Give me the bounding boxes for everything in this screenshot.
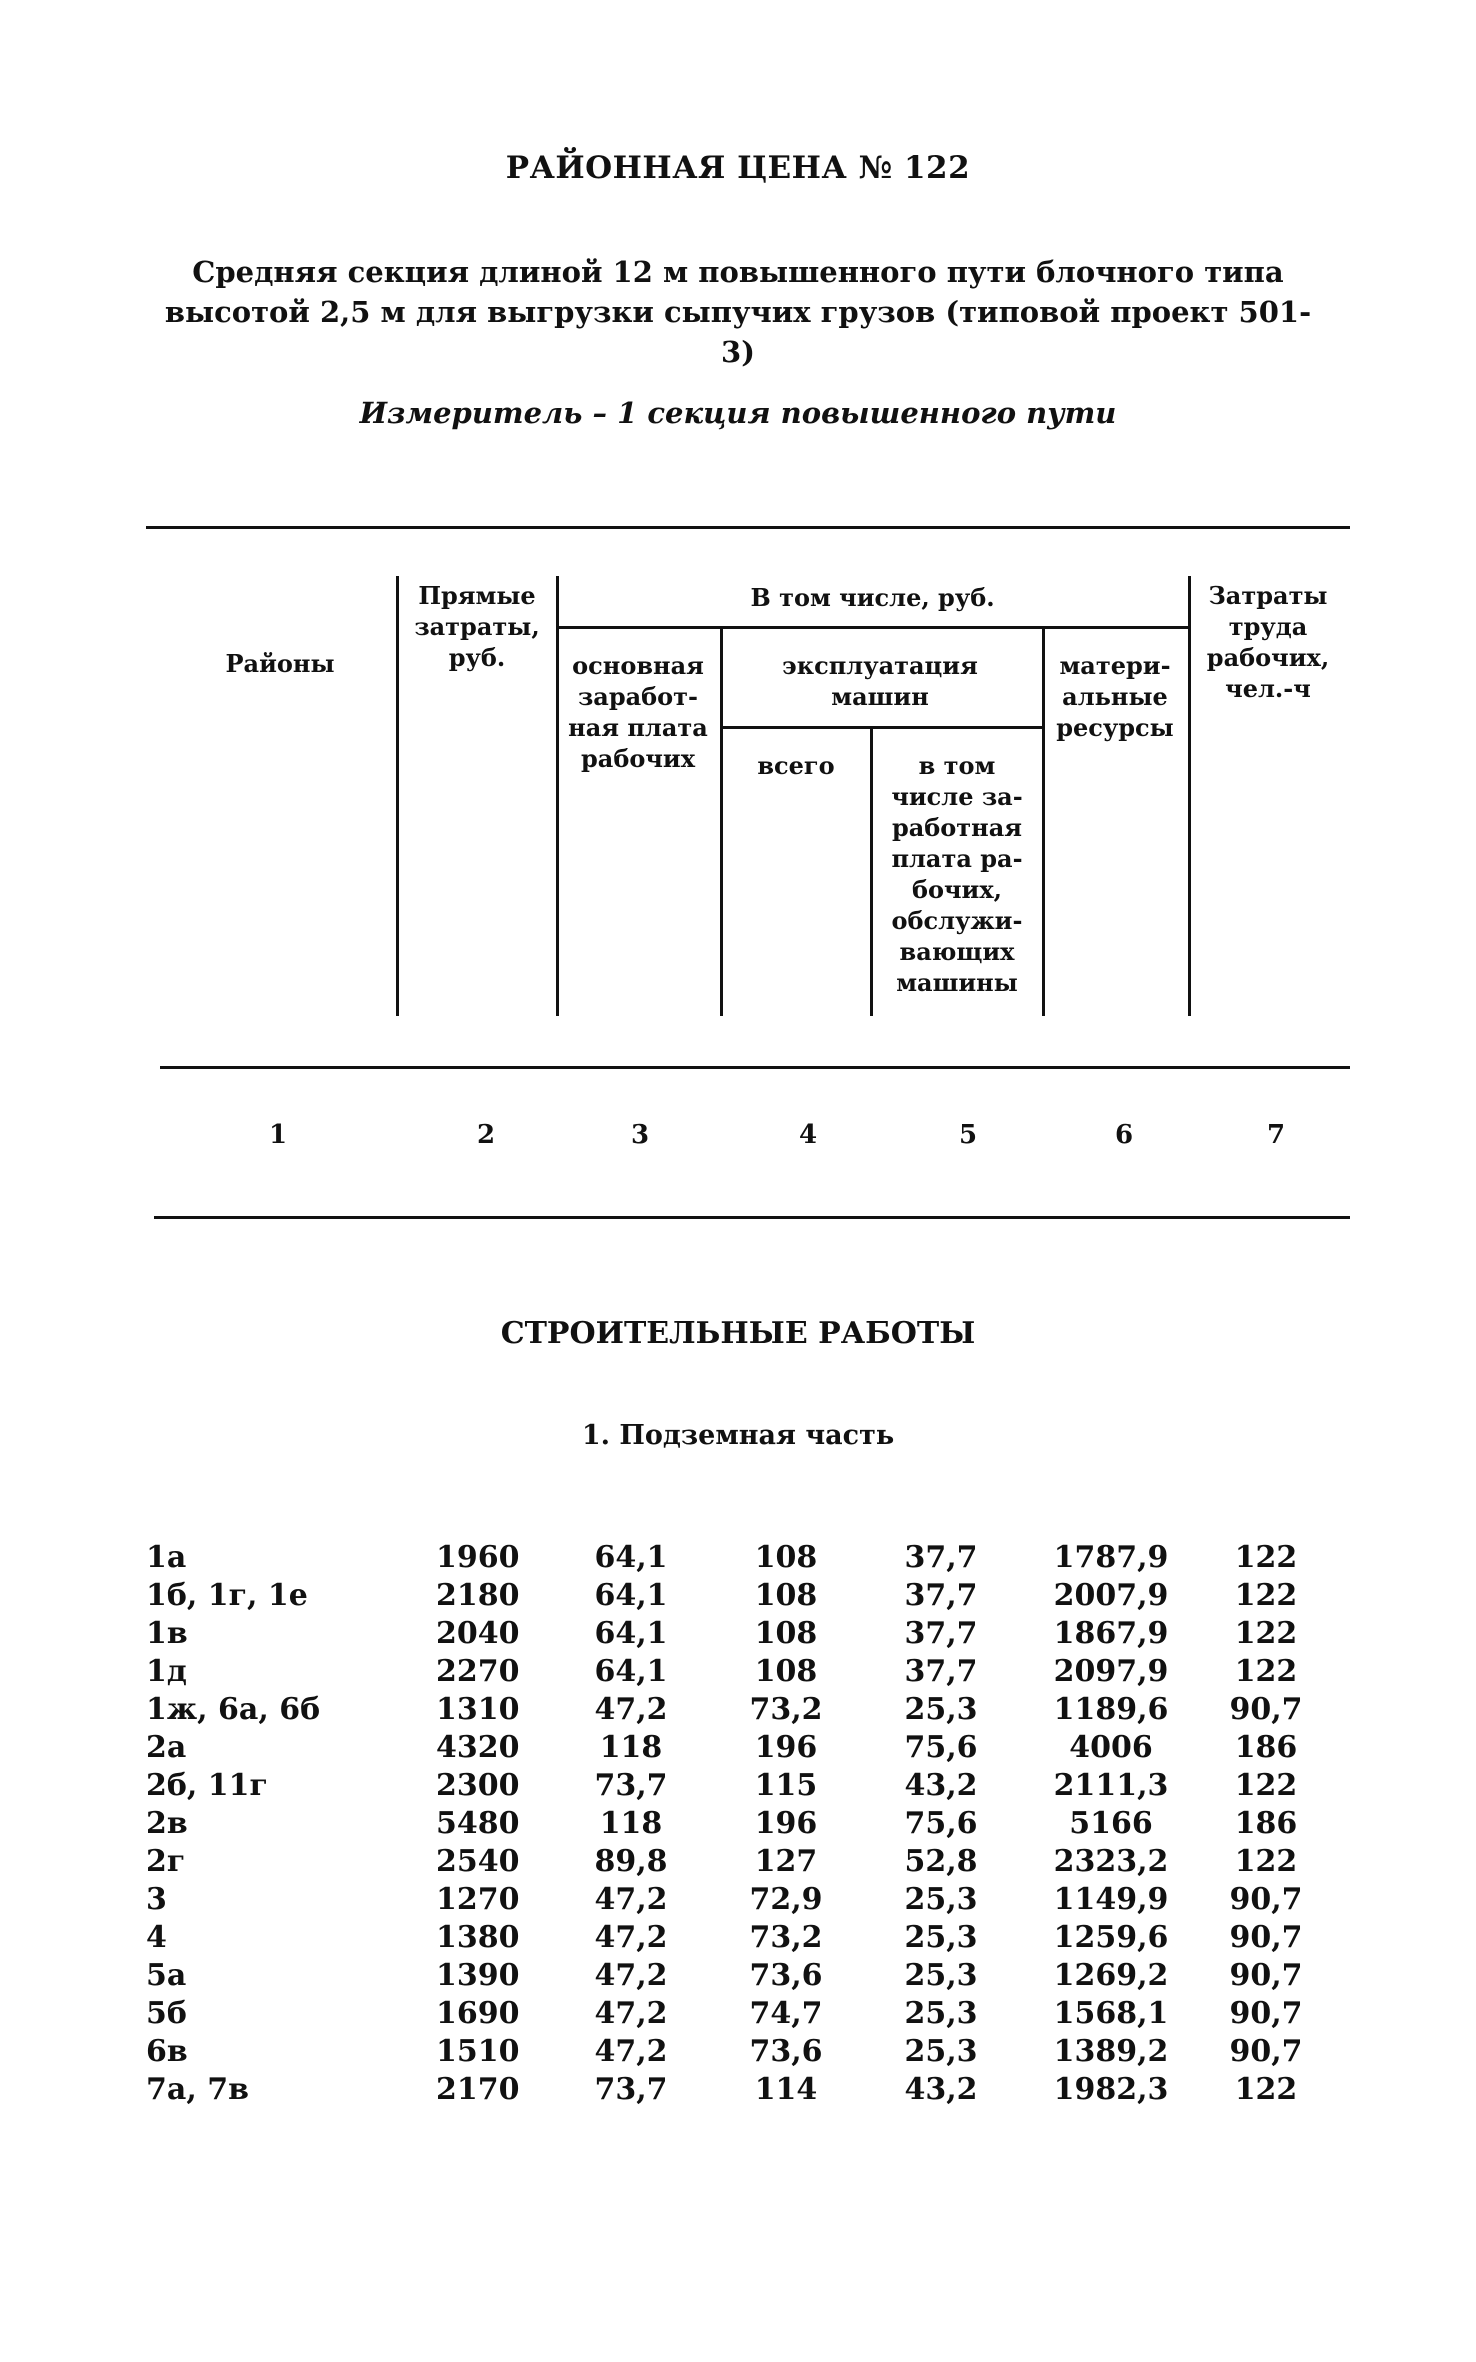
labor-cell: 122 bbox=[1234, 1616, 1298, 1651]
direct-costs-cell: 2270 bbox=[436, 1654, 520, 1689]
region-cell: 6в bbox=[146, 2034, 188, 2069]
machine-total-cell: 196 bbox=[754, 1806, 818, 1841]
machine-total-cell: 114 bbox=[754, 2072, 818, 2107]
labor-cell: 90,7 bbox=[1229, 1958, 1303, 1993]
direct-costs-cell: 1310 bbox=[436, 1692, 520, 1727]
column-number: 1 bbox=[268, 1120, 288, 1150]
machine-total-cell: 108 bbox=[754, 1616, 818, 1651]
machine-total-cell: 127 bbox=[754, 1844, 818, 1879]
machine-wage-cell: 37,7 bbox=[904, 1540, 978, 1575]
region-cell: 5б bbox=[146, 1996, 187, 2031]
header-rule bbox=[720, 726, 1045, 729]
region-cell: 3 bbox=[146, 1882, 167, 1917]
base-wage-cell: 64,1 bbox=[594, 1540, 668, 1575]
header-labor-costs: Затраты труда рабочих, чел.-ч bbox=[1206, 581, 1330, 703]
region-cell: 7а, 7в bbox=[146, 2072, 249, 2107]
table-row bbox=[146, 1844, 1346, 1882]
column-number: 3 bbox=[630, 1120, 650, 1150]
materials-cell: 5166 bbox=[1069, 1806, 1153, 1841]
meter-caption: Измеритель – 1 секция повышенного пути bbox=[359, 396, 1117, 430]
direct-costs-cell: 1690 bbox=[436, 1996, 520, 2031]
machine-total-cell: 73,6 bbox=[749, 2034, 823, 2069]
machine-total-cell: 74,7 bbox=[749, 1996, 823, 2031]
base-wage-cell: 47,2 bbox=[594, 1958, 668, 1993]
region-cell: 1д bbox=[146, 1654, 187, 1689]
machine-total-cell: 72,9 bbox=[749, 1882, 823, 1917]
materials-cell: 1269,2 bbox=[1053, 1958, 1169, 1993]
header-total: всего bbox=[757, 751, 835, 780]
table-row bbox=[146, 1768, 1346, 1806]
machine-total-cell: 108 bbox=[754, 1578, 818, 1613]
materials-cell: 2111,3 bbox=[1053, 1768, 1169, 1803]
column-number: 2 bbox=[476, 1120, 496, 1150]
table-row bbox=[146, 1996, 1346, 2034]
table-row bbox=[146, 1578, 1346, 1616]
table-row bbox=[146, 1540, 1346, 1578]
machine-wage-cell: 37,7 bbox=[904, 1578, 978, 1613]
machine-wage-cell: 25,3 bbox=[904, 1958, 978, 1993]
materials-cell: 1568,1 bbox=[1053, 1996, 1169, 2031]
materials-cell: 1189,6 bbox=[1053, 1692, 1169, 1727]
region-cell: 1ж, 6а, 6б bbox=[146, 1692, 321, 1727]
direct-costs-cell: 1390 bbox=[436, 1958, 520, 1993]
table-row bbox=[146, 1958, 1346, 1996]
header-base-wage: основная заработ-ная плата рабочих bbox=[568, 651, 708, 773]
materials-cell: 1867,9 bbox=[1053, 1616, 1169, 1651]
machine-wage-cell: 25,3 bbox=[904, 1692, 978, 1727]
labor-cell: 122 bbox=[1234, 1578, 1298, 1613]
header-incl-machine-wage: в том числе за-работная плата ра-бочих, обслужи-вающих машины bbox=[891, 751, 1023, 997]
materials-cell: 1149,9 bbox=[1053, 1882, 1169, 1917]
header-divider bbox=[720, 626, 723, 1016]
header-divider bbox=[556, 576, 559, 1016]
base-wage-cell: 64,1 bbox=[594, 1654, 668, 1689]
labor-cell: 90,7 bbox=[1229, 1996, 1303, 2031]
column-number: 6 bbox=[1114, 1120, 1134, 1150]
table-row bbox=[146, 1654, 1346, 1692]
machine-total-cell: 108 bbox=[754, 1540, 818, 1575]
machine-wage-cell: 25,3 bbox=[904, 1996, 978, 2031]
region-cell: 5а bbox=[146, 1958, 187, 1993]
materials-cell: 1787,9 bbox=[1053, 1540, 1169, 1575]
direct-costs-cell: 2540 bbox=[436, 1844, 520, 1879]
table-row bbox=[146, 1920, 1346, 1958]
materials-cell: 4006 bbox=[1069, 1730, 1153, 1765]
materials-cell: 1389,2 bbox=[1053, 2034, 1169, 2069]
column-number: 5 bbox=[958, 1120, 978, 1150]
table-row bbox=[146, 1806, 1346, 1844]
base-wage-cell: 89,8 bbox=[594, 1844, 668, 1879]
direct-costs-cell: 2170 bbox=[436, 2072, 520, 2107]
labor-cell: 90,7 bbox=[1229, 1692, 1303, 1727]
base-wage-cell: 73,7 bbox=[594, 1768, 668, 1803]
header-divider bbox=[870, 726, 873, 1016]
base-wage-cell: 47,2 bbox=[594, 1882, 668, 1917]
region-cell: 2б, 11г bbox=[146, 1768, 268, 1803]
table-row bbox=[146, 1882, 1346, 1920]
subsection-title: 1. Подземная часть bbox=[581, 1420, 895, 1451]
column-number: 4 bbox=[798, 1120, 818, 1150]
header-bottom-rule bbox=[160, 1066, 1350, 1069]
labor-cell: 122 bbox=[1234, 1654, 1298, 1689]
materials-cell: 2323,2 bbox=[1053, 1844, 1169, 1879]
machine-wage-cell: 37,7 bbox=[904, 1616, 978, 1651]
machine-wage-cell: 25,3 bbox=[904, 1920, 978, 1955]
direct-costs-cell: 2300 bbox=[436, 1768, 520, 1803]
machine-total-cell: 73,2 bbox=[749, 1692, 823, 1727]
base-wage-cell: 47,2 bbox=[594, 2034, 668, 2069]
labor-cell: 186 bbox=[1234, 1806, 1298, 1841]
machine-wage-cell: 25,3 bbox=[904, 2034, 978, 2069]
header-rule bbox=[556, 626, 1191, 629]
base-wage-cell: 47,2 bbox=[594, 1692, 668, 1727]
labor-cell: 90,7 bbox=[1229, 1920, 1303, 1955]
page-subtitle bbox=[150, 252, 1326, 372]
direct-costs-cell: 4320 bbox=[436, 1730, 520, 1765]
base-wage-cell: 118 bbox=[599, 1806, 663, 1841]
header-direct-costs: Прямые затраты, руб. bbox=[414, 581, 540, 672]
labor-cell: 122 bbox=[1234, 1844, 1298, 1879]
header-divider bbox=[1188, 576, 1191, 1016]
base-wage-cell: 47,2 bbox=[594, 1996, 668, 2031]
base-wage-cell: 64,1 bbox=[594, 1578, 668, 1613]
column-number-rule bbox=[154, 1216, 1350, 1219]
labor-cell: 90,7 bbox=[1229, 2034, 1303, 2069]
machine-wage-cell: 43,2 bbox=[904, 1768, 978, 1803]
materials-cell: 2097,9 bbox=[1053, 1654, 1169, 1689]
labor-cell: 122 bbox=[1234, 1540, 1298, 1575]
region-cell: 1в bbox=[146, 1616, 188, 1651]
materials-cell: 1982,3 bbox=[1053, 2072, 1169, 2107]
machine-total-cell: 115 bbox=[754, 1768, 818, 1803]
direct-costs-cell: 1510 bbox=[436, 2034, 520, 2069]
machine-wage-cell: 52,8 bbox=[904, 1844, 978, 1879]
machine-total-cell: 73,2 bbox=[749, 1920, 823, 1955]
machine-wage-cell: 75,6 bbox=[904, 1730, 978, 1765]
header-materials: матери-альные ресурсы bbox=[1056, 651, 1174, 742]
machine-total-cell: 73,6 bbox=[749, 1958, 823, 1993]
base-wage-cell: 47,2 bbox=[594, 1920, 668, 1955]
table-row bbox=[146, 1730, 1346, 1768]
header-divider bbox=[396, 576, 399, 1016]
table-row bbox=[146, 1692, 1346, 1730]
region-cell: 1б, 1г, 1е bbox=[146, 1578, 308, 1613]
direct-costs-cell: 1960 bbox=[436, 1540, 520, 1575]
direct-costs-cell: 5480 bbox=[436, 1806, 520, 1841]
header-regions: Районы bbox=[225, 649, 335, 678]
header-including: В том числе, руб. bbox=[750, 583, 995, 612]
column-number: 7 bbox=[1266, 1120, 1286, 1150]
machine-total-cell: 108 bbox=[754, 1654, 818, 1689]
table-row bbox=[146, 2072, 1346, 2110]
price-table-body bbox=[146, 1540, 1346, 2110]
machine-wage-cell: 25,3 bbox=[904, 1882, 978, 1917]
labor-cell: 122 bbox=[1234, 1768, 1298, 1803]
labor-cell: 90,7 bbox=[1229, 1882, 1303, 1917]
section-title: СТРОИТЕЛЬНЫЕ РАБОТЫ bbox=[500, 1316, 976, 1351]
base-wage-cell: 64,1 bbox=[594, 1616, 668, 1651]
direct-costs-cell: 2040 bbox=[436, 1616, 520, 1651]
base-wage-cell: 118 bbox=[599, 1730, 663, 1765]
machine-wage-cell: 75,6 bbox=[904, 1806, 978, 1841]
direct-costs-cell: 2180 bbox=[436, 1578, 520, 1613]
region-cell: 2в bbox=[146, 1806, 188, 1841]
header-divider bbox=[1042, 626, 1045, 1016]
materials-cell: 2007,9 bbox=[1053, 1578, 1169, 1613]
header-machine-operation: эксплуатация машин bbox=[782, 651, 978, 711]
base-wage-cell: 73,7 bbox=[594, 2072, 668, 2107]
machine-wage-cell: 37,7 bbox=[904, 1654, 978, 1689]
direct-costs-cell: 1380 bbox=[436, 1920, 520, 1955]
table-top-rule bbox=[146, 526, 1350, 529]
subtitle-line-1: Средняя секция длиной 12 м повышенного пути блочного типа bbox=[192, 255, 1284, 289]
page-title: РАЙОННАЯ ЦЕНА № 122 bbox=[505, 150, 971, 186]
region-cell: 4 bbox=[146, 1920, 167, 1955]
direct-costs-cell: 1270 bbox=[436, 1882, 520, 1917]
labor-cell: 122 bbox=[1234, 2072, 1298, 2107]
machine-wage-cell: 43,2 bbox=[904, 2072, 978, 2107]
region-cell: 2г bbox=[146, 1844, 186, 1879]
region-cell: 2а bbox=[146, 1730, 187, 1765]
table-row bbox=[146, 2034, 1346, 2072]
materials-cell: 1259,6 bbox=[1053, 1920, 1169, 1955]
labor-cell: 186 bbox=[1234, 1730, 1298, 1765]
machine-total-cell: 196 bbox=[754, 1730, 818, 1765]
region-cell: 1а bbox=[146, 1540, 187, 1575]
subtitle-line-2: высотой 2,5 м для выгрузки сыпучих грузов (типовой проект 501-3) bbox=[164, 295, 1312, 369]
table-row bbox=[146, 1616, 1346, 1654]
